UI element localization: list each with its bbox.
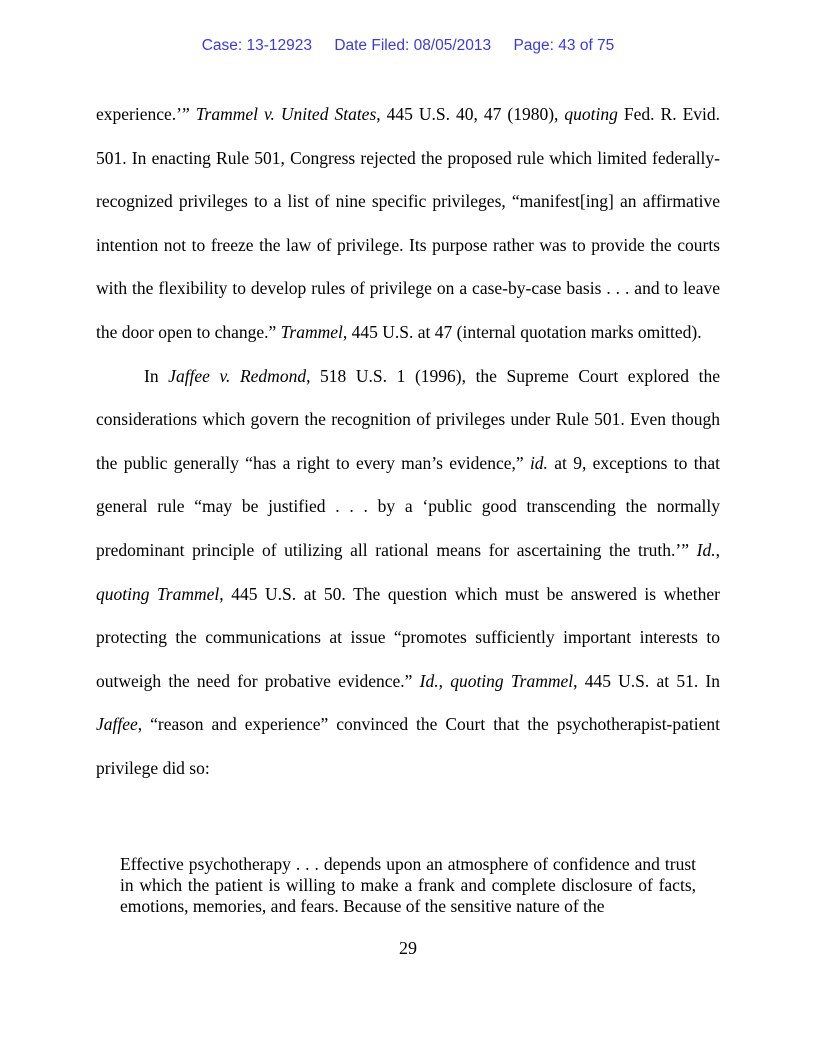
text-run: , 445 U.S. at 47 (internal quotation marks omitted). <box>342 321 702 342</box>
block-quote <box>120 854 696 917</box>
text-run: , 445 U.S. at 50. The question which must be answered is whether protecting the communications at issue “promotes sufficiently important interests to outweigh the need for probative evidence.” <box>96 583 720 691</box>
block-quote-text: Effective psychotherapy . . . depends upon an atmosphere of confidence and trust in which the patient is willing to make a frank and complete disclosure of facts, emotions, memories, and fears. Because of the sensitive nature of the <box>120 854 696 916</box>
case-header <box>0 37 816 55</box>
page-number: 29 <box>399 938 417 958</box>
italic-text: Id. <box>696 539 716 560</box>
date-filed: Date Filed: 08/05/2013 <box>334 37 492 54</box>
text-run: experience.’” <box>96 104 196 124</box>
italic-text: Trammel v. United States <box>195 104 377 124</box>
italic-text: Jaffee <box>96 714 138 735</box>
text-run: Fed. R. Evid. 501. In enacting Rule 501, Congress rejected the proposed rule which limited federally-recognized privileges to a list of nine specific privileges, “manifest[ing] an affirmative intention not to freeze the law of privilege. Its purpose rather was to provide the courts with the flexibility to develop rules of privilege on a case-by-case basis . . . and to leave the door open to change.” <box>96 104 721 342</box>
italic-text: id. <box>529 452 548 473</box>
italic-text: Id. <box>419 670 439 691</box>
paragraph <box>96 93 720 355</box>
italic-text: quoting Trammel <box>96 583 220 604</box>
text-run: , <box>715 539 720 560</box>
page-indicator: Page: 43 of 75 <box>513 37 615 54</box>
text-run: , 518 U.S. 1 (1996), the Supreme Court explored the considerations which govern the recognition of privileges under Rule 501. Even though the public generally “has a right to every man’s evidence,” <box>96 365 720 473</box>
text-run: , “reason and experience” convinced the Court that the psychotherapist-patient privilege did so: <box>96 714 720 778</box>
text-run: In <box>144 365 169 386</box>
paragraph <box>96 355 720 791</box>
italic-text: Jaffee v. Redmond <box>168 365 307 386</box>
case-number: Case: 13-12923 <box>201 37 312 54</box>
italic-text: quoting <box>564 104 618 124</box>
text-run: , <box>438 670 451 691</box>
text-run: at 9, exceptions to that general rule “may be justified . . . by a ‘public good transcending the normally predominant principle of utilizing all rational means for ascertaining the truth.’” <box>96 452 720 560</box>
document-body <box>96 93 720 791</box>
text-run: , 445 U.S. at 51. In <box>573 670 721 691</box>
italic-text: Trammel <box>280 321 343 342</box>
text-run: , 445 U.S. 40, 47 (1980), <box>376 104 565 124</box>
italic-text: quoting Trammel <box>450 670 574 691</box>
